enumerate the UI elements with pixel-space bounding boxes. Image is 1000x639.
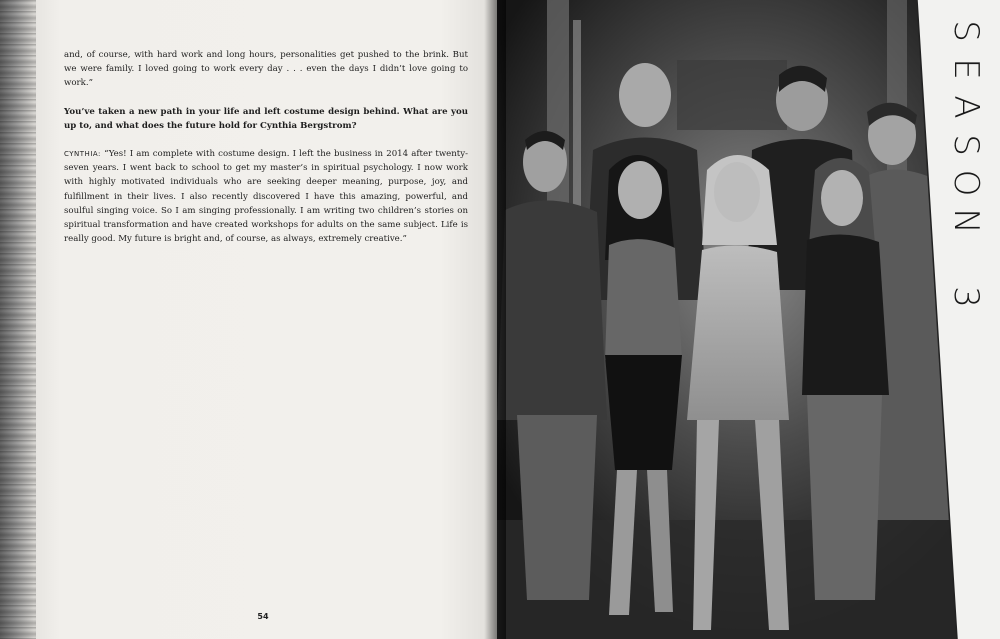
interview-answer — [64, 147, 468, 246]
banner-letter: S — [946, 20, 986, 42]
season-banner-text — [932, 12, 996, 316]
banner-letter: S — [946, 134, 986, 156]
banner-letter: N — [946, 208, 986, 234]
banner-number: 3 — [946, 286, 986, 308]
banner-letter: O — [946, 169, 986, 197]
paragraph-continued: and, of course, with hard work and long hours, personalities get pushed to the brink. But we were family. I loved going to work every day . . . even the days I didn’t love going to work.” — [64, 50, 468, 89]
page-number: 54 — [257, 612, 269, 621]
banner-letter: E — [946, 58, 986, 80]
body-text — [64, 48, 468, 260]
speaker-label: CYNTHIA: — [64, 150, 101, 159]
answer-text: “Yes! I am complete with costume design. I left the business in 2014 after twenty-seven years. I went back to school to get my master’s in spiritual psychology. I now work with highly motivated individuals who are seeking deeper meaning, purpose, joy, and fulfillment in their lives. I also recently discovered I have this amazing, powerful, and soulful singing voice. So I am singing professionally. I am writing two children’s stories on spiritual transformation and have created workshops for adults on the same subject. Life is really good. My future is bright and, of course, as always, extremely creative.” — [64, 149, 469, 245]
banner-letter: A — [946, 95, 986, 119]
page-edge-shadow — [0, 0, 36, 639]
interview-question: You’ve taken a new path in your life and left costume design behind. What are you up to, and what does the future hold for Cynthia Bergstrom? — [64, 106, 468, 131]
book-gutter — [484, 0, 506, 639]
